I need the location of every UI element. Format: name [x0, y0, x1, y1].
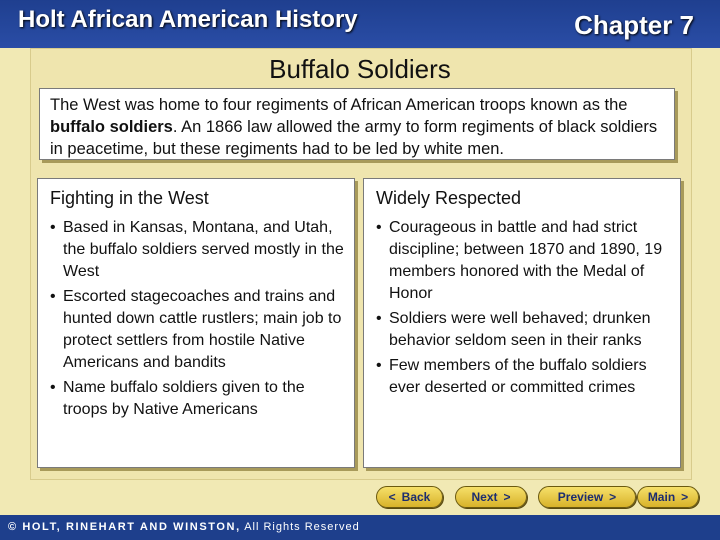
bullet-marker: •: [376, 310, 382, 327]
chevron-right-icon: >: [503, 490, 511, 504]
back-button-label: Back: [401, 490, 431, 504]
bullet-marker: •: [376, 357, 382, 374]
list-item: [50, 217, 346, 283]
intro-text-end: . An 1866 law allowed the army to form regiments of black soldiers in peacetime, but these regiments had to be led by white men.: [50, 118, 658, 158]
bullet-marker: •: [50, 288, 56, 305]
list-item: [376, 308, 672, 352]
next-button-label: Next: [471, 490, 498, 504]
left-column-heading: Fighting in the West: [50, 188, 209, 208]
list-item: [376, 355, 672, 399]
copyright-rights: All Rights Reserved: [240, 521, 360, 533]
copyright-publisher: © HOLT, RINEHART AND WINSTON,: [8, 521, 241, 533]
header-bar: [0, 0, 720, 48]
chevron-right-icon: >: [681, 490, 689, 504]
bullet-text: Escorted stagecoaches and trains and hunted down cattle rustlers; main job to protect settlers from hostile Native Americans and bandits: [63, 288, 342, 371]
intro-box: [39, 88, 675, 160]
bullet-text: Name buffalo soldiers given to the troops by Native Americans: [63, 379, 305, 418]
bullet-marker: •: [50, 379, 56, 396]
book-title: Holt African American History: [18, 6, 358, 33]
bullet-text: Courageous in battle and had strict discipline; between 1870 and 1890, 19 members honored with the Medal of Honor: [389, 219, 663, 302]
right-column-heading: Widely Respected: [376, 188, 522, 208]
right-bullet-list: [376, 217, 672, 402]
preview-button[interactable]: [538, 486, 636, 508]
list-item: [50, 286, 346, 374]
bullet-text: Soldiers were well behaved; drunken behavior seldom seen in their ranks: [389, 310, 651, 349]
chevron-left-icon: <: [388, 490, 396, 504]
chevron-right-icon: >: [609, 490, 617, 504]
main-button[interactable]: [637, 486, 699, 508]
left-column: [37, 178, 355, 468]
intro-bold-term: buffalo soldiers: [50, 118, 173, 136]
slide-title: Buffalo Soldiers: [269, 54, 451, 84]
intro-text-start: The West was home to four regiments of African American troops known as the: [50, 96, 628, 114]
bullet-marker: •: [376, 219, 382, 236]
copyright-notice: [8, 521, 360, 533]
chapter-title: Chapter 7: [574, 10, 694, 40]
preview-button-label: Preview: [557, 490, 604, 504]
back-button[interactable]: [376, 486, 443, 508]
right-column: [363, 178, 681, 468]
bullet-text: Few members of the buffalo soldiers ever deserted or committed crimes: [389, 357, 647, 396]
left-bullet-list: [50, 217, 346, 424]
next-button[interactable]: [455, 486, 527, 508]
bullet-marker: •: [50, 219, 56, 236]
main-button-label: Main: [647, 490, 676, 504]
bullet-text: Based in Kansas, Montana, and Utah, the buffalo soldiers served mostly in the West: [63, 219, 344, 280]
list-item: [376, 217, 672, 305]
footer-bar: [0, 515, 720, 540]
list-item: [50, 377, 346, 421]
